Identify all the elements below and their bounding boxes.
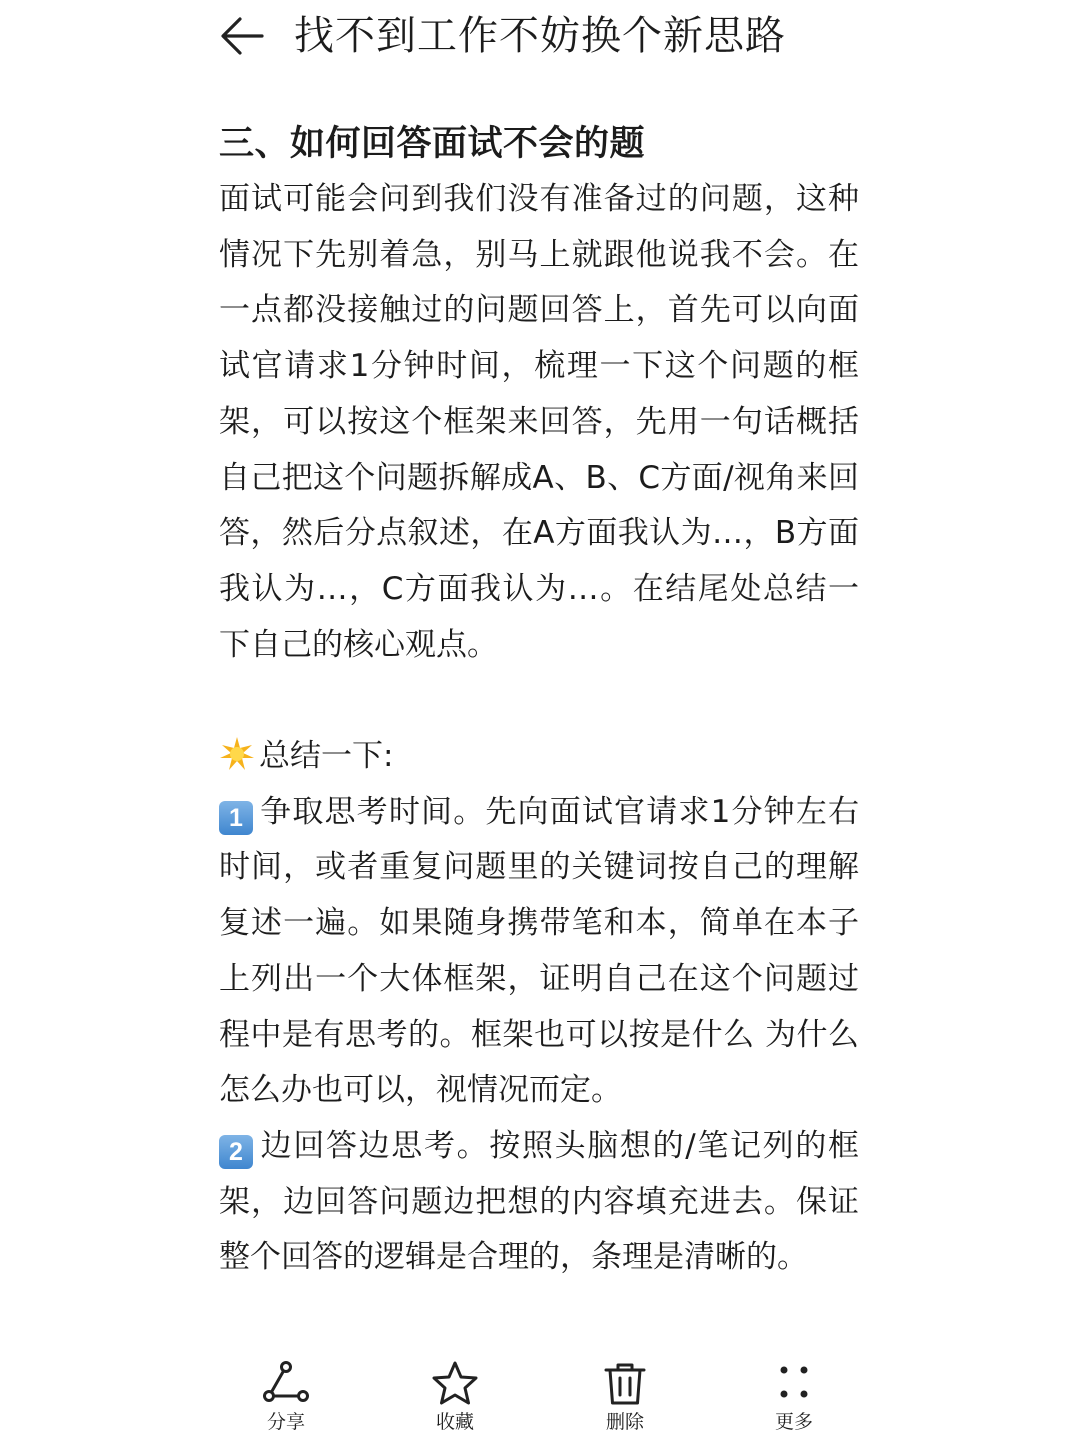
article-paragraph: 面试可能会问到我们没有准备过的问题，这种情况下先别着急，别马上就跟他说我不会。在一点都没接触过的问题回答上，首先可以向面试官请求1分钟时间，梳理一下这个问题的框架，可以按这个框架来回答，先用一句话概括自己把这个问题拆解成A、B、C方面/视角来回答，然后分点叙述，在A方面我认为…，B方面我认为…，C方面我认为…。在结尾处总结一下自己的核心观点。 (219, 181, 859, 663)
delete-label: 删除 (605, 1411, 644, 1433)
summary-point-2 (219, 1119, 859, 1286)
article-body (219, 116, 859, 1338)
paragraph-gap (219, 673, 859, 729)
share-label: 分享 (266, 1411, 305, 1433)
more-label: 更多 (774, 1411, 813, 1433)
more-button[interactable] (734, 1358, 854, 1440)
glowing-star-icon (219, 736, 255, 772)
delete-button[interactable] (565, 1358, 685, 1440)
favorite-button[interactable] (395, 1358, 515, 1440)
summary-heading: 总结一下: (259, 738, 394, 775)
favorite-label: 收藏 (435, 1411, 474, 1433)
header-bar (0, 0, 1080, 80)
arrow-left-icon (214, 8, 270, 64)
summary-heading-line (219, 729, 859, 785)
keycap-1-icon: 1 (219, 801, 253, 835)
trash-icon (599, 1358, 651, 1410)
back-button[interactable] (214, 8, 270, 64)
bottom-toolbar (0, 1350, 1080, 1440)
page-title: 找不到工作不妨换个新思路 (294, 13, 786, 59)
share-icon (260, 1358, 312, 1410)
star-icon (429, 1358, 481, 1410)
summary-point-1-text: 争取思考时间。先向面试官请求1分钟左右时间，或者重复问题里的关键词按自己的理解复述一遍。如果随身携带笔和本，简单在本子上列出一个大体框架，证明自己在这个问题过程中是有思考的。框架也可以按是什么 为什么 怎么办也可以，视情况而定。 (219, 793, 859, 1109)
share-button[interactable] (226, 1358, 346, 1440)
section-heading: 三、如何回答面试不会的题 (219, 124, 646, 164)
more-dots-icon (768, 1358, 820, 1410)
summary-point-1 (219, 785, 859, 1119)
summary-point-2-text: 边回答边思考。按照头脑想的/笔记列的框架，边回答问题边把想的内容填充进去。保证整个回答的逻辑是合理的，条理是清晰的。 (219, 1127, 859, 1276)
keycap-2-icon: 2 (219, 1135, 253, 1169)
